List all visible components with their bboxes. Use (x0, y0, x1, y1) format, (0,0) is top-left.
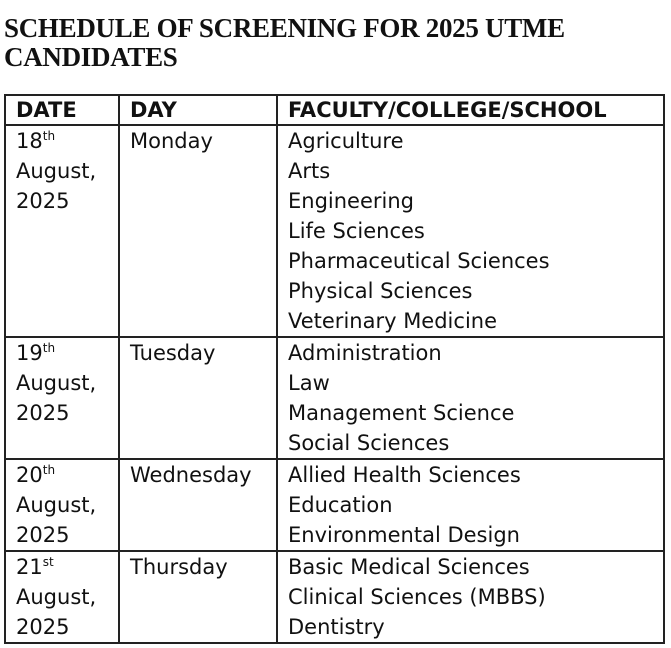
header-row (5, 95, 664, 125)
faculty-item: Management Science (288, 401, 515, 425)
date-year: 2025 (16, 615, 70, 639)
day-number: 19 (16, 341, 43, 365)
day-cell: Thursday (119, 551, 277, 643)
date-year: 2025 (16, 401, 70, 425)
date-year: 2025 (16, 523, 70, 547)
date-year: 2025 (16, 189, 70, 213)
day-cell: Tuesday (119, 337, 277, 459)
page-title (4, 14, 669, 72)
date-cell (5, 125, 119, 337)
faculty-item: Life Sciences (288, 219, 425, 243)
title-line-2: CANDIDATES (4, 42, 178, 72)
date-cell (5, 459, 119, 551)
table-row (5, 551, 664, 643)
ordinal-suffix: th (42, 463, 56, 477)
ordinal-suffix: th (42, 129, 56, 143)
day-header: DAY (119, 95, 277, 125)
faculty-item: Environmental Design (288, 523, 520, 547)
date-day-number (16, 338, 108, 368)
date-day-number (16, 460, 108, 490)
faculty-cell (277, 551, 664, 643)
faculty-cell (277, 459, 664, 551)
date-day-number (16, 126, 108, 156)
faculty-cell (277, 337, 664, 459)
faculty-item: Pharmaceutical Sciences (288, 249, 550, 273)
schedule-body (5, 125, 664, 643)
date-month: August, (16, 585, 97, 609)
faculty-item: Social Sciences (288, 431, 450, 455)
table-row (5, 459, 664, 551)
faculty-header: FACULTY/COLLEGE/SCHOOL (277, 95, 664, 125)
day-number: 18 (16, 129, 43, 153)
faculty-item: Physical Sciences (288, 279, 473, 303)
table-row (5, 125, 664, 337)
title-line-1: SCHEDULE OF SCREENING FOR 2025 UTME (4, 13, 565, 43)
faculty-item: Engineering (288, 189, 414, 213)
date-cell (5, 551, 119, 643)
day-cell: Wednesday (119, 459, 277, 551)
faculty-item: Education (288, 493, 393, 517)
date-month: August, (16, 371, 97, 395)
table-row (5, 337, 664, 459)
faculty-cell (277, 125, 664, 337)
ordinal-suffix: th (42, 341, 56, 355)
day-number: 20 (16, 463, 43, 487)
date-day-number (16, 552, 108, 582)
faculty-item: Dentistry (288, 615, 385, 639)
schedule-table (4, 94, 665, 644)
faculty-item: Agriculture (288, 129, 404, 153)
faculty-item: Administration (288, 341, 442, 365)
date-cell (5, 337, 119, 459)
faculty-item: Clinical Sciences (MBBS) (288, 585, 546, 609)
faculty-item: Basic Medical Sciences (288, 555, 530, 579)
faculty-item: Veterinary Medicine (288, 309, 498, 333)
faculty-item: Arts (288, 159, 331, 183)
faculty-item: Allied Health Sciences (288, 463, 521, 487)
date-month: August, (16, 159, 97, 183)
day-cell: Monday (119, 125, 277, 337)
faculty-item: Law (288, 371, 330, 395)
day-number: 21 (16, 555, 43, 579)
date-month: August, (16, 493, 97, 517)
date-header: DATE (5, 95, 119, 125)
ordinal-suffix: st (42, 555, 54, 569)
